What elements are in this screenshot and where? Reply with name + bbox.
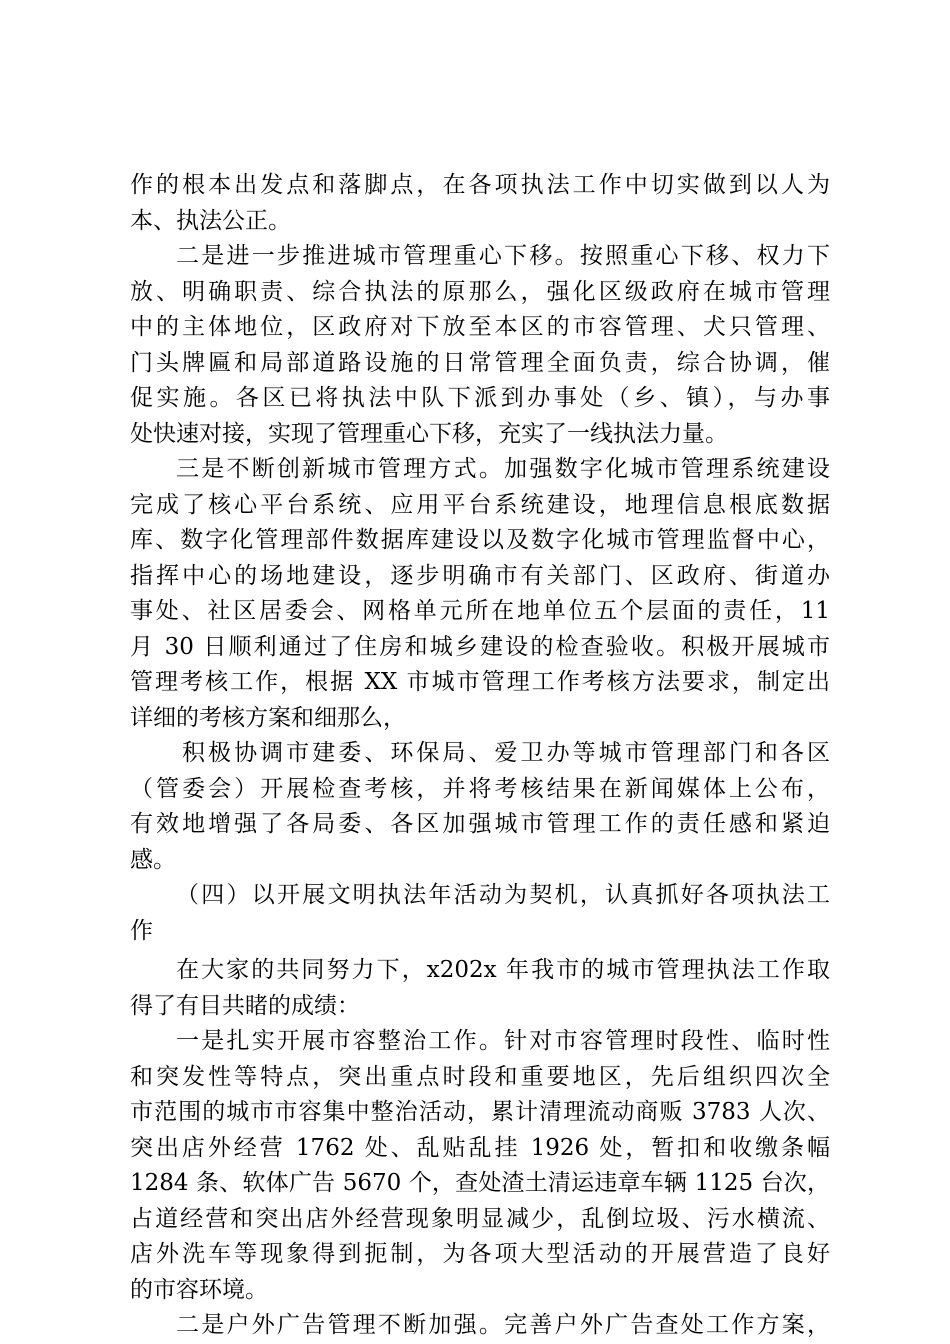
text-line: 占道经营和突出店外经营现象明显减少，乱倒垃圾、污水横流、 [130, 1205, 830, 1232]
paragraph-start-line: 二是进一步推进城市管理重心下移。按照重心下移、权力下 [176, 243, 830, 269]
section-heading-line: 作 [130, 917, 153, 944]
paragraph-start-line: 二是户外广告管理不断加强。完善户外广告查处工作方案， [176, 1312, 830, 1338]
text-line: 库、数字化管理部件数据库建设以及数字化城市管理监督中心， [130, 527, 830, 553]
text-line: 指挥中心的场地建设，逐步明确市有关部门、区政府、街道办 [130, 562, 830, 589]
text-line: 和突发性等特点，突出重点时段和重要地区，先后组织四次全 [130, 1063, 830, 1090]
text-line: 事处、社区居委会、网格单元所在地单位五个层面的责任，11 [130, 598, 830, 624]
text-line: 有效地增强了各局委、各区加强城市管理工作的责任感和紧迫 [130, 811, 830, 837]
paragraph-start-line: 积极协调市建委、环保局、爱卫办等城市管理部门和各区 [182, 740, 830, 766]
text-line: 门头牌匾和局部道路设施的日常管理全面负责，综合协调，催 [130, 349, 830, 376]
text-line: （管委会）开展检查考核，并将考核结果在新闻媒体上公布， [130, 775, 830, 802]
text-line: 本、执法公正。 [130, 207, 291, 234]
text-line: 店外洗车等现象得到扼制，为各项大型活动的开展营造了良好 [130, 1241, 830, 1267]
paragraph-start-line: 一是扎实开展市容整治工作。针对市容管理时段性、临时性 [176, 1028, 830, 1054]
text-line: 详细的考核方案和细那么， [130, 704, 406, 731]
text-line: 的市容环境。 [130, 1276, 268, 1303]
text-line: 1284 条、软体广告 5670 个，查处渣土清运违章车辆 1125 台次， [130, 1170, 830, 1196]
text-line: 中的主体地位，区政府对下放至本区的市容管理、犬只管理、 [130, 314, 830, 340]
paragraph-start-line: 在大家的共同努力下，x202x 年我市的城市管理执法工作取 [176, 957, 830, 983]
text-line: 突出店外经营 1762 处、乱贴乱挂 1926 处，暂扣和收缴条幅 [130, 1134, 830, 1161]
text-line: 放、明确职责、综合执法的原那么，强化区级政府在城市管理 [130, 278, 830, 305]
body-text [130, 168, 830, 1344]
text-line: 市范围的城市市容集中整治活动，累计清理流动商贩 3783 人次、 [130, 1099, 830, 1125]
text-line: 作的根本出发点和落脚点，在各项执法工作中切实做到以人为 [130, 172, 830, 198]
text-line: 月 30 日顺利通过了住房和城乡建设的检查验收。积极开展城市 [130, 633, 830, 660]
text-line: 管理考核工作，根据 XX 市城市管理工作考核方法要求，制定出 [130, 669, 830, 695]
text-line: 处快速对接，实现了管理重心下移，充实了一线执法力量。 [130, 420, 728, 447]
text-line: 完成了核心平台系统、应用平台系统建设，地理信息根底数据 [130, 491, 830, 518]
paragraph-start-line: 三是不断创新城市管理方式。加强数字化城市管理系统建设 [176, 456, 830, 482]
text-line: 促实施。各区已将执法中队下派到办事处（乡、镇），与办事 [130, 385, 830, 411]
text-line: 感。 [130, 846, 176, 873]
section-heading-line: （四）以开展文明执法年活动为契机，认真抓好各项执法工 [176, 882, 830, 908]
text-line: 得了有目共睹的成绩： [130, 992, 360, 1019]
